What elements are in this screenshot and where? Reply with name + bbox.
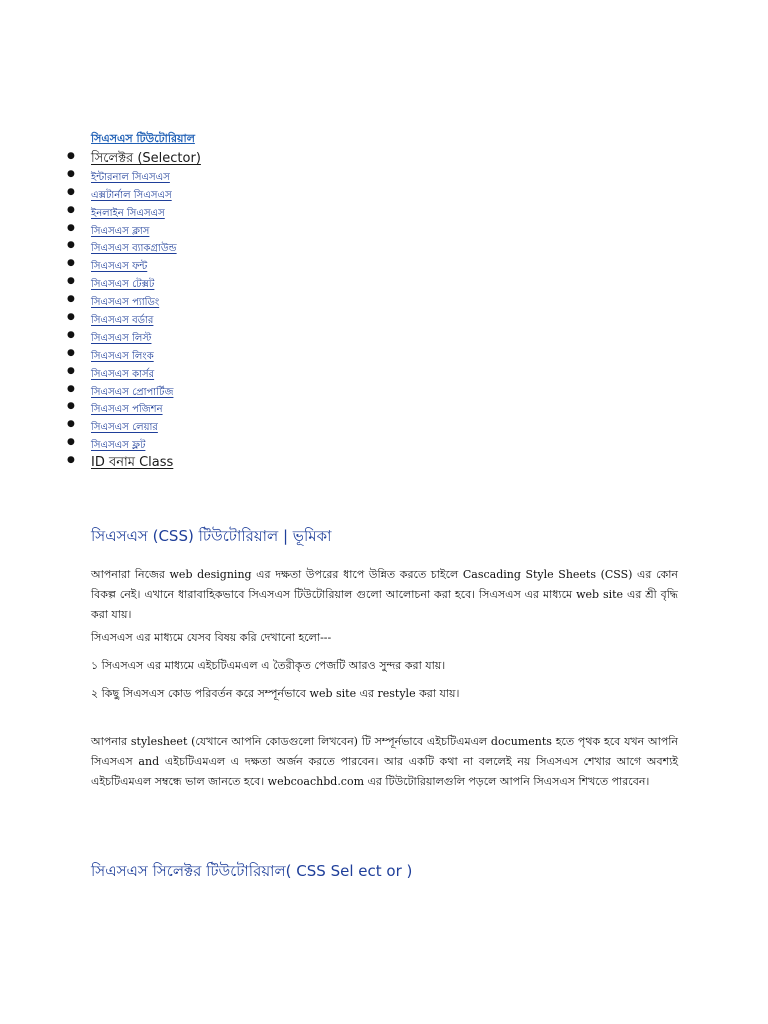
bullet-icon: ● xyxy=(67,294,75,305)
intro-paragraph: আপনারা নিজের web designing এর দক্ষতা উপরের ধাপে উন্নিত করতে চাইলে Cascading Style Sheets (CSS) এর কোন বিকল্প নেই। এখানে ধারাবাহিকভাবে সিএসএস টিউটোরিয়াল গুলো আলোচনা করা হবে। সিএসএস এর মাধ্যমে web site এর শ্রী বৃদ্ধি করা যায়। xyxy=(91,568,678,621)
toc-link-internal[interactable]: ইন্টারনাল সিএসএস xyxy=(91,171,170,183)
toc-item-float xyxy=(0,434,300,452)
toc-item-internal xyxy=(0,166,300,184)
toc-item-border xyxy=(0,309,300,327)
toc-item-text xyxy=(0,273,300,291)
toc-link-class[interactable]: সিএসএস ক্লাস xyxy=(91,225,150,237)
bullet-icon: ● xyxy=(67,383,75,394)
bullet-icon: ● xyxy=(67,365,75,376)
toc-link-text[interactable]: সিএসএস টেক্সট xyxy=(91,279,155,291)
toc-link-link[interactable]: সিএসএস লিংক xyxy=(91,350,154,362)
toc-item-cursor xyxy=(0,363,300,381)
bullet-icon: ● xyxy=(67,276,75,287)
toc-link-position[interactable]: সিএসএস পজিশন xyxy=(91,404,163,416)
toc-item-padding xyxy=(0,291,300,309)
toc-link-id-vs-class[interactable]: ID বনাম Class xyxy=(91,455,174,471)
toc-item-selector xyxy=(0,148,300,166)
bullet-icon: ● xyxy=(67,204,75,215)
bullet-icon: ● xyxy=(67,419,75,430)
toc-link-layer[interactable]: সিএসএস লেয়ার xyxy=(91,422,158,434)
toc-item-font xyxy=(0,255,300,273)
toc-item-external xyxy=(0,184,300,202)
toc-item-position xyxy=(0,398,300,416)
bullet-icon: ● xyxy=(67,437,75,448)
bullet-icon: ● xyxy=(67,455,75,466)
toc-item-class xyxy=(0,220,300,238)
bullet-icon: ● xyxy=(67,258,75,269)
bullet-icon: ● xyxy=(67,222,75,233)
benefit-point-2: ২ কিছু সিএসএস কোড পরিবর্তন করে সম্পূর্নভাবে web site এর restyle করা যায়। xyxy=(91,687,460,700)
bullet-icon: ● xyxy=(67,168,75,179)
bullet-icon: ● xyxy=(67,329,75,340)
selector-heading: সিএসএস সিলেক্টর টিউটোরিয়াল( CSS Sel ect or ) xyxy=(91,862,413,880)
toc-link-cursor[interactable]: সিএসএস কার্সর xyxy=(91,368,155,380)
bullet-icon: ● xyxy=(67,347,75,358)
toc-link-inline[interactable]: ইনলাইন সিএসএস xyxy=(91,207,165,219)
bullet-icon: ● xyxy=(67,240,75,251)
bullet-icon: ● xyxy=(67,186,75,197)
intro-heading: সিএসএস (CSS) টিউটোরিয়াল | ভূমিকা xyxy=(91,527,332,545)
toc-item-background xyxy=(0,237,300,255)
stylesheet-paragraph: আপনার stylesheet (যেখানে আপনি কোডগুলো লিখবেন) টি সম্পূর্নভাবে এইচটিএমএল documents হতে পৃথক হবে যখন আপনি সিএসএস and এইচটিএমএল এ দক্ষতা অর্জন করতে পারবেন। আর একটি কথা না বললেই নয় সিএসএস শেখার আগে অবশ্যই এইচটিএমএল সম্বন্ধে ভাল জানতে হবে। webcoachbd.com এর টিউটোরিয়ালগুলি পড়লে আপনি সিএসএস শিখতে পারবেন। xyxy=(91,735,678,788)
toc-link-background[interactable]: সিএসএস ব্যাকগ্রাউন্ড xyxy=(91,243,177,255)
bullet-icon: ● xyxy=(67,401,75,412)
toc-link-border[interactable]: সিএসএস বর্ডার xyxy=(91,315,154,327)
toc-link-padding[interactable]: সিএসএস প্যাডিং xyxy=(91,297,160,309)
toc-link-font[interactable]: সিএসএস ফন্ট xyxy=(91,261,148,273)
toc-item-id-vs-class xyxy=(0,452,300,470)
bullet-icon: ● xyxy=(67,151,75,161)
toc-link-external[interactable]: এক্সটার্নাল সিএসএস xyxy=(91,189,172,201)
toc-link-list[interactable]: সিএসএস লিস্ট xyxy=(91,332,152,344)
toc-heading-link[interactable]: সিএসএস টিউটোরিয়াল xyxy=(91,132,195,145)
benefits-intro: সিএসএস এর মাধ্যমে যেসব বিষয় করি দেখানো হলো--- xyxy=(91,631,332,644)
toc-item-properties xyxy=(0,381,300,399)
toc-item-link xyxy=(0,345,300,363)
toc-link-selector[interactable]: সিলেক্টর (Selector) xyxy=(91,151,201,166)
toc-item-list xyxy=(0,327,300,345)
toc-list xyxy=(0,148,300,470)
toc-link-properties[interactable]: সিএসএস প্রোপার্টিজ xyxy=(91,386,174,398)
toc-item-inline xyxy=(0,202,300,220)
benefit-point-1: ১ সিএসএস এর মাধ্যমে এইচটিএমএল এ তৈরীকৃত পেজটি আরও সুন্দর করা যায়। xyxy=(91,659,446,672)
toc-item-layer xyxy=(0,416,300,434)
bullet-icon: ● xyxy=(67,312,75,323)
toc-link-float[interactable]: সিএসএস ফ্লট xyxy=(91,440,146,452)
